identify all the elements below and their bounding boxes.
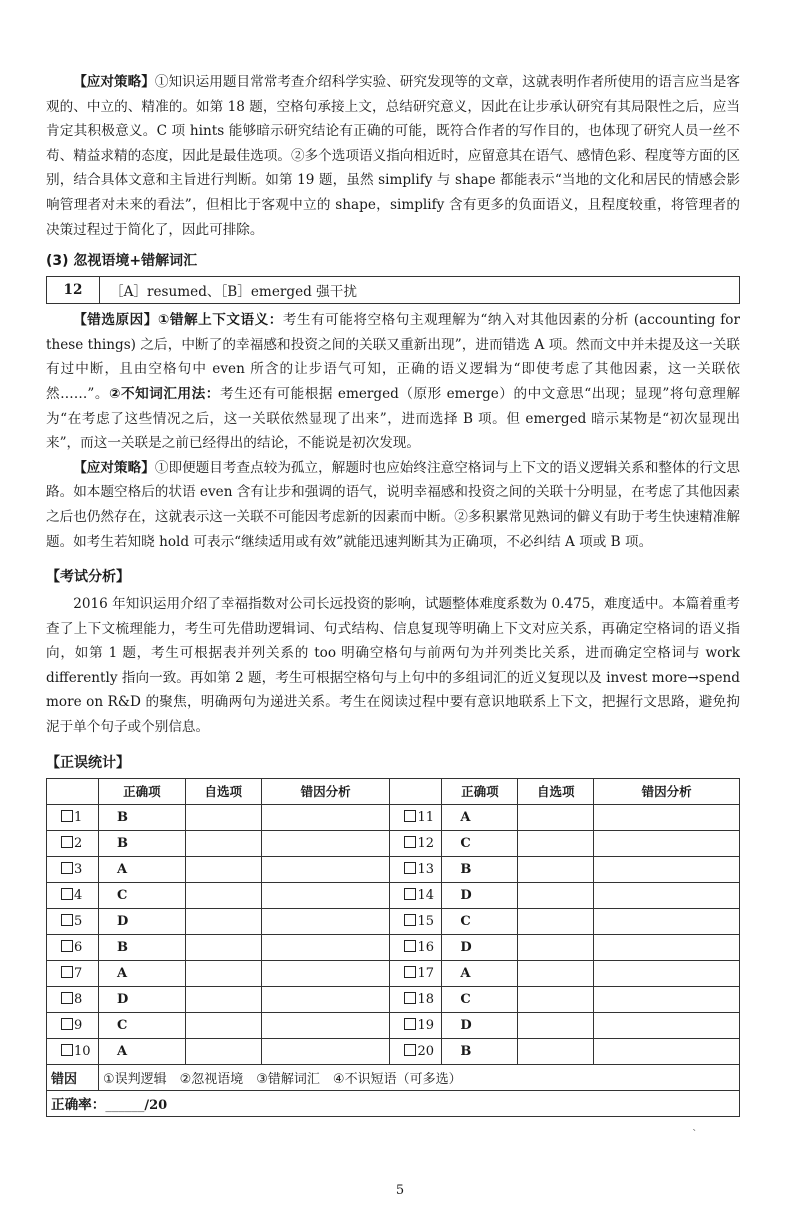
- correct-answer-cell: C: [442, 908, 518, 934]
- question-number: 9: [74, 1017, 83, 1033]
- error-reason-label: 【错选原因】: [73, 312, 158, 329]
- question-number: 20: [417, 1043, 435, 1059]
- error-analysis-cell[interactable]: [594, 934, 740, 960]
- question-cell: [47, 908, 99, 934]
- error-analysis-cell[interactable]: [261, 986, 390, 1012]
- chosen-answer-cell[interactable]: [518, 882, 594, 908]
- question-number: 11: [417, 809, 435, 825]
- checkbox-icon[interactable]: [404, 836, 416, 848]
- checkbox-icon[interactable]: [404, 888, 416, 900]
- question-cell: [390, 830, 442, 856]
- question-cell: [390, 1038, 442, 1064]
- strategy-label-2: 【应对策略】: [73, 459, 155, 476]
- question-cell: [390, 1012, 442, 1038]
- stats-row: [47, 1038, 740, 1064]
- correct-answer-cell: B: [98, 934, 185, 960]
- question-number: 8: [74, 991, 83, 1007]
- error-reason-text1: 考生有可能将空格句主观理解为“纳入对其他因素的分析 (accounting for these things) 之后，中断了的幸福感和投资之间的关联又重新出现”，进而错选 A 项。然而文中并未提及这一关联有过中断，且由空格句中 even 所含的让步语气可知，正确的语义逻辑为“即使考虑了其他因素，这一关联依然……”。: [46, 312, 740, 402]
- correct-answer-cell: B: [442, 856, 518, 882]
- question-number: 6: [74, 939, 83, 955]
- chosen-answer-cell[interactable]: [185, 908, 261, 934]
- error-reason-text2: 考生还有可能根据 emerged（原形 emerge）的中文意思“出现；显现”将句意理解为“在考虑了这些情况之后，这一关联依然显现了出来”，进而选择 B 项。但 emerged 暗示某物是“初次显现出来”，而这一关联是之前已经得出的结论，不能说是初次发现。: [46, 385, 740, 452]
- stats-row: [47, 856, 740, 882]
- stats-row: [47, 882, 740, 908]
- stats-row: [47, 830, 740, 856]
- error-analysis-cell[interactable]: [594, 1038, 740, 1064]
- checkbox-icon[interactable]: [61, 810, 73, 822]
- error-reason-sub2: ②不知词汇用法：: [108, 385, 220, 402]
- question-number: 16: [417, 939, 435, 955]
- correct-answer-cell: A: [442, 804, 518, 830]
- checkbox-icon[interactable]: [404, 862, 416, 874]
- correct-answer-cell: B: [442, 1038, 518, 1064]
- checkbox-icon[interactable]: [404, 810, 416, 822]
- chosen-answer-cell[interactable]: [185, 934, 261, 960]
- question-number: 1: [74, 809, 83, 825]
- stats-header-row: [47, 778, 740, 804]
- chosen-answer-cell[interactable]: [185, 1012, 261, 1038]
- exam-analysis-text: 2016 年知识运用介绍了幸福指数对公司长远投资的影响，试题整体难度系数为 0.475，难度适中。本篇着重考查了上下文梳理能力，考生可先借助逻辑词、句式结构、信息复现等明确上下文对应关系，再确定空格词的语义指向，如第 1 题，考生可根据表并列关系的 too 明确空格句与前两句为并列类比关系，进而确定空格词与 work differently 指向一致。再如第 2 题，考生可根据空格句与上句中的多组词汇的近义复现以及 invest more→spend more on R&D 的聚焦，明确两句为递进关系。考生在阅读过程中要有意识地联系上下文，把握行文思路，避免拘泥于单个句子或个别信息。: [46, 596, 740, 736]
- question-number: 14: [417, 887, 435, 903]
- item-12-number: 12: [47, 277, 100, 303]
- question-cell: [47, 1038, 99, 1064]
- question-number: 18: [417, 991, 435, 1007]
- chosen-answer-cell[interactable]: [518, 908, 594, 934]
- correct-answer-cell: A: [98, 1038, 185, 1064]
- chosen-answer-cell[interactable]: [185, 986, 261, 1012]
- question-cell: [47, 1012, 99, 1038]
- checkbox-icon[interactable]: [61, 992, 73, 1004]
- stray-mark: `: [692, 1128, 698, 1141]
- stats-header-chosen-2: 自选项: [518, 778, 594, 804]
- checkbox-icon[interactable]: [404, 914, 416, 926]
- correct-answer-cell: C: [442, 830, 518, 856]
- stats-row: [47, 986, 740, 1012]
- error-analysis-cell[interactable]: [261, 934, 390, 960]
- question-number: 5: [74, 913, 83, 929]
- question-cell: [47, 960, 99, 986]
- accuracy-label: 正确率：: [51, 1097, 106, 1114]
- question-cell: [390, 986, 442, 1012]
- correct-answer-cell: A: [442, 960, 518, 986]
- stats-title: 【正误统计】: [46, 754, 130, 771]
- checkbox-icon[interactable]: [404, 940, 416, 952]
- question-number: 12: [417, 835, 435, 851]
- question-number: 17: [417, 965, 435, 981]
- question-cell: [47, 882, 99, 908]
- error-analysis-cell[interactable]: [261, 960, 390, 986]
- question-number: 13: [417, 861, 435, 877]
- stats-reason-label: 错因: [47, 1064, 99, 1090]
- question-cell: [390, 960, 442, 986]
- error-analysis-cell[interactable]: [594, 1012, 740, 1038]
- chosen-answer-cell[interactable]: [518, 856, 594, 882]
- strategy-text-2: ①即便题目考查点较为孤立，解题时也应始终注意空格词与上下文的语义逻辑关系和整体的行文思路。如本题空格后的状语 even 含有让步和强调的语气，说明幸福感和投资之间的关联十分明显，在考虑了其他因素之后也仍然存在，这就表示这一关联不可能因考虑新的因素而中断。②多积累常见熟词的僻义有助于考生快速精准解题。如考生若知晓 hold 可表示“继续适用或有效”就能迅速判断其为正确项，不必纠结 A 项或 B 项。: [46, 459, 741, 550]
- checkbox-icon[interactable]: [404, 966, 416, 978]
- chosen-answer-cell[interactable]: [518, 1038, 594, 1064]
- error-reason-paragraph: [46, 308, 740, 456]
- checkbox-icon[interactable]: [61, 1018, 73, 1030]
- stats-row: [47, 908, 740, 934]
- stats-header-blank-2: [390, 778, 442, 804]
- section-3-title: (3) 忽视语境+错解词汇: [46, 253, 198, 270]
- stats-header-chosen-1: 自选项: [185, 778, 261, 804]
- stats-reason-row: [47, 1064, 740, 1090]
- error-analysis-cell[interactable]: [261, 830, 390, 856]
- stats-accuracy-row: [47, 1090, 740, 1116]
- item-12-distractors: ［A］resumed、［B］emerged 强干扰: [110, 284, 357, 301]
- checkbox-icon[interactable]: [61, 888, 73, 900]
- error-analysis-cell[interactable]: [261, 882, 390, 908]
- checkbox-icon[interactable]: [404, 1018, 416, 1030]
- page-content: [46, 70, 740, 1117]
- question-cell: [47, 856, 99, 882]
- chosen-answer-cell[interactable]: [185, 804, 261, 830]
- question-cell: [390, 856, 442, 882]
- correct-answer-cell: D: [98, 908, 185, 934]
- chosen-answer-cell[interactable]: [518, 934, 594, 960]
- question-number: 4: [74, 887, 83, 903]
- accuracy-blank[interactable]: ______: [105, 1098, 145, 1114]
- stats-body: [47, 804, 740, 1064]
- stats-accuracy-cell: [47, 1090, 740, 1116]
- chosen-answer-cell[interactable]: [518, 1012, 594, 1038]
- checkbox-icon[interactable]: [61, 1044, 73, 1056]
- checkbox-icon[interactable]: [61, 940, 73, 952]
- strategy-paragraph-1: [46, 70, 740, 242]
- chosen-answer-cell[interactable]: [518, 960, 594, 986]
- question-cell: [47, 804, 99, 830]
- question-number: 15: [417, 913, 435, 929]
- strategy-text-1: ①知识运用题目常常考查介绍科学实验、研究发现等的文章，这就表明作者所使用的语言应当是客观的、中立的、精准的。如第 18 题，空格句承接上文，总结研究意义，因此在让步承认研究有其局限性之后，应当肯定其积极意义。C 项 hints 能够暗示研究结论有正确的可能，既符合作者的写作目的，也体现了研究人员一丝不苟、精益求精的态度，因此是最佳选项。②多个选项语义指向相近时，应留意其在语气、感情色彩、程度等方面的区别，结合具体文意和主旨进行判断。如第 19 题，虽然 simplify 与 shape 都能表示“当地的文化和居民的情感会影响管理者对未来的看法”，但相比于客观中立的 shape，simplify 含有更多的负面语义，且程度较重，将管理者的决策过程过于简化了，因此可排除。: [46, 74, 741, 238]
- question-cell: [390, 882, 442, 908]
- checkbox-icon[interactable]: [61, 862, 73, 874]
- stats-header-correct-1: 正确项: [98, 778, 185, 804]
- chosen-answer-cell[interactable]: [185, 1038, 261, 1064]
- error-analysis-cell[interactable]: [594, 986, 740, 1012]
- correct-answer-cell: C: [442, 986, 518, 1012]
- checkbox-icon[interactable]: [61, 836, 73, 848]
- stats-row: [47, 934, 740, 960]
- stats-table: [46, 778, 740, 1117]
- checkbox-icon[interactable]: [404, 992, 416, 1004]
- error-analysis-cell[interactable]: [594, 960, 740, 986]
- correct-answer-cell: D: [442, 934, 518, 960]
- chosen-answer-cell[interactable]: [185, 856, 261, 882]
- stats-header-blank-1: [47, 778, 99, 804]
- error-analysis-cell[interactable]: [261, 804, 390, 830]
- error-analysis-cell[interactable]: [261, 1038, 390, 1064]
- correct-answer-cell: D: [98, 986, 185, 1012]
- question-cell: [390, 934, 442, 960]
- checkbox-icon[interactable]: [61, 914, 73, 926]
- correct-answer-cell: B: [98, 830, 185, 856]
- chosen-answer-cell[interactable]: [518, 830, 594, 856]
- question-cell: [47, 830, 99, 856]
- page-number: 5: [395, 1183, 405, 1198]
- question-cell: [390, 804, 442, 830]
- question-number: 19: [417, 1017, 435, 1033]
- error-analysis-cell[interactable]: [261, 908, 390, 934]
- stats-header-analysis-2: 错因分析: [594, 778, 740, 804]
- error-analysis-cell[interactable]: [261, 856, 390, 882]
- stats-header-analysis-1: 错因分析: [261, 778, 390, 804]
- strategy-paragraph-2: [46, 456, 740, 554]
- question-cell: [47, 986, 99, 1012]
- checkbox-icon[interactable]: [61, 966, 73, 978]
- question-cell: [390, 908, 442, 934]
- error-analysis-cell[interactable]: [594, 830, 740, 856]
- stats-row: [47, 1012, 740, 1038]
- correct-answer-cell: B: [98, 804, 185, 830]
- correct-answer-cell: D: [442, 882, 518, 908]
- question-number: 7: [74, 965, 83, 981]
- stats-row: [47, 804, 740, 830]
- error-analysis-cell[interactable]: [594, 804, 740, 830]
- accuracy-total: /20: [144, 1098, 168, 1114]
- strategy-label-1: 【应对策略】: [73, 74, 155, 90]
- exam-analysis-title: 【考试分析】: [46, 569, 130, 586]
- error-analysis-cell[interactable]: [594, 882, 740, 908]
- stats-row: [47, 960, 740, 986]
- chosen-answer-cell[interactable]: [185, 830, 261, 856]
- chosen-answer-cell[interactable]: [185, 882, 261, 908]
- correct-answer-cell: A: [98, 856, 185, 882]
- chosen-answer-cell[interactable]: [518, 986, 594, 1012]
- error-analysis-cell[interactable]: [594, 908, 740, 934]
- error-analysis-cell[interactable]: [261, 1012, 390, 1038]
- error-reason-sub1: ①错解上下文语义：: [157, 312, 283, 329]
- question-number: 3: [74, 861, 83, 877]
- correct-answer-cell: D: [442, 1012, 518, 1038]
- question-number: 2: [74, 835, 83, 851]
- question-number: 10: [74, 1043, 91, 1059]
- checkbox-icon[interactable]: [404, 1044, 416, 1056]
- correct-answer-cell: C: [98, 1012, 185, 1038]
- correct-answer-cell: A: [98, 960, 185, 986]
- stats-reason-options: ①误判逻辑 ②忽视语境 ③错解词汇 ④不识短语（可多选）: [98, 1064, 739, 1090]
- stats-header-correct-2: 正确项: [442, 778, 518, 804]
- chosen-answer-cell[interactable]: [185, 960, 261, 986]
- item-12-box: [46, 276, 740, 304]
- correct-answer-cell: C: [98, 882, 185, 908]
- question-cell: [47, 934, 99, 960]
- error-analysis-cell[interactable]: [594, 856, 740, 882]
- chosen-answer-cell[interactable]: [518, 804, 594, 830]
